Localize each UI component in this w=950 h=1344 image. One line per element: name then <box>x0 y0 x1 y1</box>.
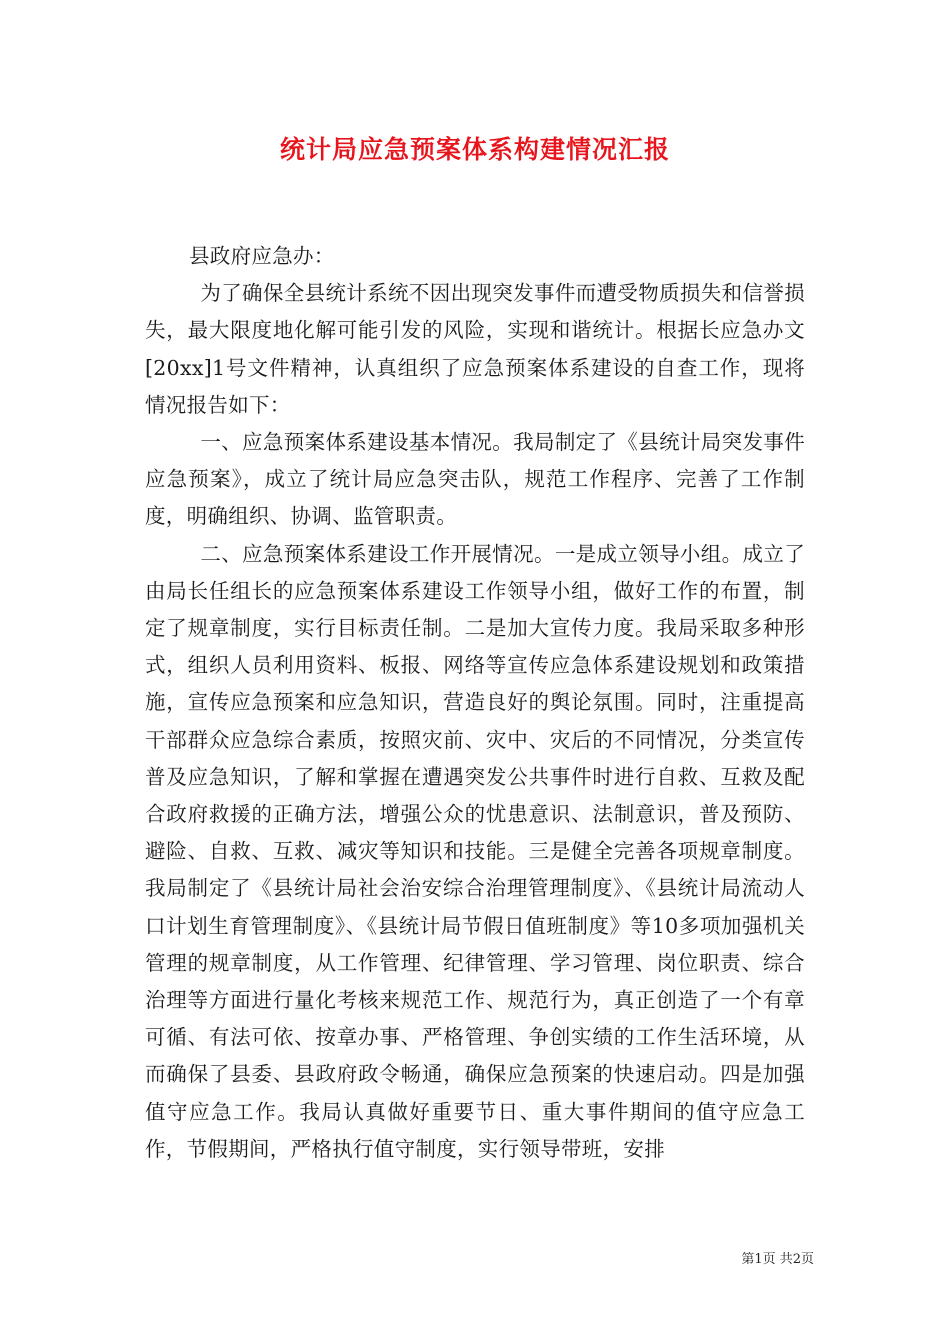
salutation: 县政府应急办： <box>189 244 335 268</box>
paragraph-section-one: 一、应急预案体系建设基本情况。我局制定了《县统计局突发事件应急预案》，成立了统计局应急突击队，规范工作程序、完善了工作制度，明确组织、协调、监管职责。 <box>145 430 805 529</box>
document-body <box>145 238 805 1168</box>
paragraph-section-two: 二、应急预案体系建设工作开展情况。一是成立领导小组。成立了由局长任组长的应急预案体系建设工作领导小组，做好工作的布置，制定了规章制度，实行目标责任制。二是加大宣传力度。我局采取多种形式，组织人员利用资料、板报、网络等宣传应急体系建设规划和政策措施，宣传应急预案和应急知识，营造良好的舆论氛围。同时，注重提高干部群众应急综合素质，按照灾前、灾中、灾后的不同情况，分类宣传普及应急知识，了解和掌握在遭遇突发公共事件时进行自救、互救及配合政府救援的正确方法，增强公众的忧患意识、法制意识，普及预防、避险、自救、互救、减灾等知识和技能。三是健全完善各项规章制度。我局制定了《县统计局社会治安综合治理管理制度》、《县统计局流动人口计划生育管理制度》、《县统计局节假日值班制度》等10多项加强机关管理的规章制度，从工作管理、纪律管理、学习管理、岗位职责、综合治理等方面进行量化考核来规范工作、规范行为，真正创造了一个有章可循、有法可依、按章办事、严格管理、争创实绩的工作生活环境，从而确保了县委、县政府政令畅通，确保应急预案的快速启动。四是加强值守应急工作。我局认真做好重要节日、重大事件期间的值守应急工作，节假期间，严格执行值守制度，实行领导带班，安排 <box>145 541 805 1161</box>
page-number-footer: 第1页 共2页 <box>741 1252 814 1267</box>
paragraph-intro: 为了确保全县统计系统不因出现突发事件而遭受物质损失和信誉损失，最大限度地化解可能引发的风险，实现和谐统计。根据长应急办文[20xx]1号文件精神，认真组织了应急预案体系建设的自查工作，现将情况报告如下： <box>145 281 805 417</box>
document-title: 统计局应急预案体系构建情况汇报 <box>279 135 670 164</box>
